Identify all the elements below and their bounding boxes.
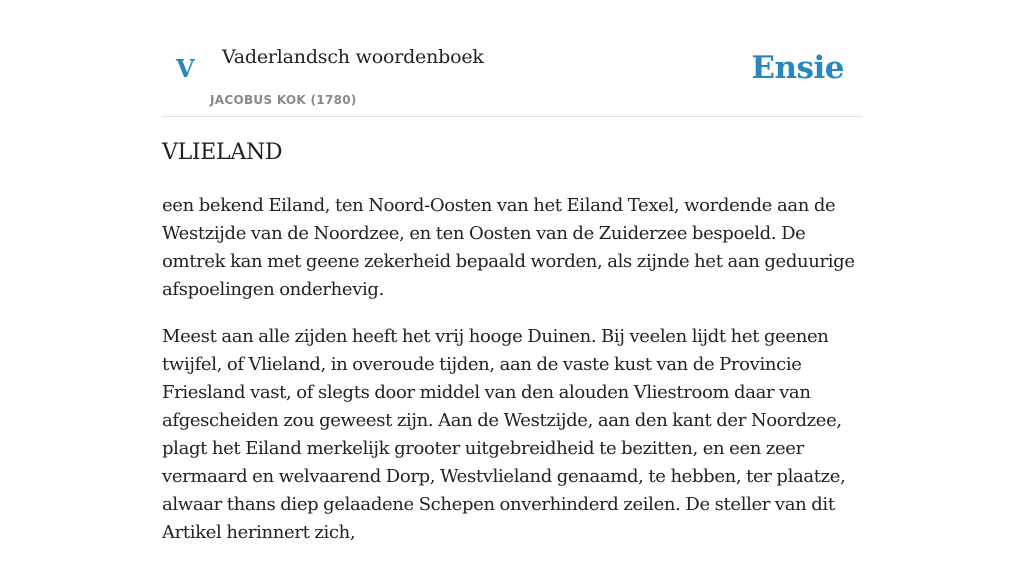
- book-letter-badge[interactable]: V: [176, 54, 195, 83]
- ensie-logo[interactable]: Ensie: [751, 50, 844, 86]
- entry-headword: VLIELAND: [162, 140, 283, 165]
- entry-paragraph: een bekend Eiland, ten Noord-Oosten van het Eiland Texel, wordende aan de Westzijde van de Noordzee, en ten Oosten van de Zuiderzee bespoeld. De omtrek kan met geene zekerheid bepaald worden, als zijnde het aan geduurige afspoelingen onderhevig.: [162, 195, 855, 300]
- book-author: JACOBUS KOK (1780): [210, 93, 357, 107]
- page-header: [162, 0, 862, 117]
- book-title-link[interactable]: Vaderlandsch woordenboek: [222, 46, 484, 68]
- entry-paragraph: Meest aan alle zijden heeft het vrij hooge Duinen. Bij veelen lijdt het geenen twijfel, of Vlieland, in overoude tijden, aan de vaste kust van de Provincie Friesland vast, of slegts door middel van den alouden Vliestroom daar van afgescheiden zou geweest zijn. Aan de Westzijde, aan den kant der Noordzee, plagt het Eiland merkelijk grooter uitgebreidheid te bezitten, en een zeer vermaard en welvaarend Dorp, Westvlieland genaamd, te hebben, ter plaatze, alwaar thans diep gelaadene Schepen onverhinderd zeilen. De steller van dit Artikel herinnert zich,: [162, 326, 846, 543]
- entry-body: [162, 192, 864, 566]
